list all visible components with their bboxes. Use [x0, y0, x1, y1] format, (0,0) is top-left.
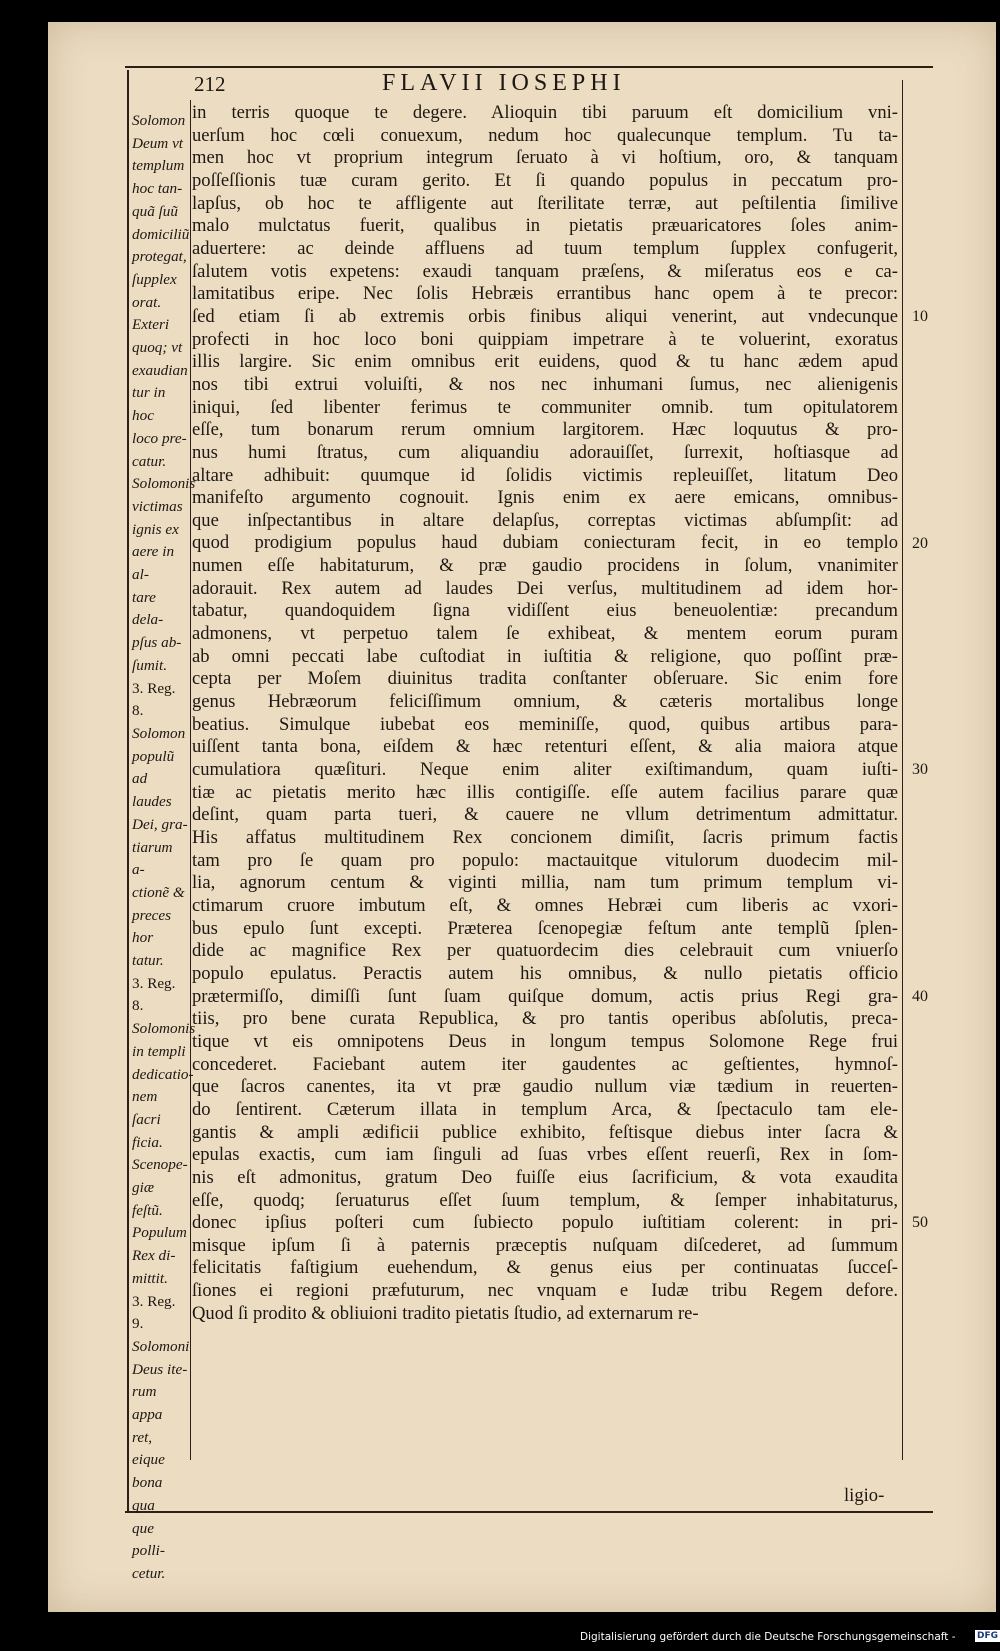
text-line: cumulatiora quæſituri. Neque enim aliter exiſtimandum, quam iuſti-	[192, 759, 898, 781]
margin-note-line: domiciliũ	[132, 225, 190, 243]
outer-margin-rule	[127, 70, 129, 1511]
text-line: altare adhibuit: quumque id ſolidis victimis repleuiſſet, litatum Deo	[192, 464, 898, 486]
margin-note-line: bona qua	[132, 1474, 163, 1514]
text-line: do ſentirent. Cæterum illata in templum Arca, & ſpectaculo tam ele-	[192, 1098, 898, 1120]
text-line: beatius. Simulque iubebat eos meminiſſe, quod, quibus artibus para-	[192, 713, 898, 735]
margin-note-line: Deus ite-	[132, 1360, 188, 1378]
margin-note-line: Exteri	[132, 316, 170, 334]
margin-note-line: victimas	[132, 497, 183, 515]
margin-note-line: Solomon	[132, 724, 186, 742]
margin-note-line: mittit.	[132, 1269, 168, 1287]
text-line: lia, agnorum centum & viginti millia, nam tum primum templum vi-	[192, 872, 898, 894]
text-line: que inſpectantibus in altare delapſus, correptas victimas abſumpſit: ad	[192, 509, 898, 531]
text-line: adorauit. Rex autem ad laudes Dei verſus, multitudinem ad idem hor-	[192, 577, 898, 599]
footer-rule	[125, 1511, 933, 1513]
margin-note-line: ſupplex	[132, 270, 177, 288]
line-number: 40	[912, 987, 928, 1005]
text-line: cepta per Moſem diuinitus tradita conſtanter obſeruare. Sic enim fore	[192, 668, 898, 690]
margin-reference: 3. Reg. 9.	[132, 1292, 176, 1333]
margin-note-line: Solomoni	[132, 1337, 190, 1355]
text-line: genus Hebræorum feliciſſimum omnium, & cæteris mortalibus longe	[192, 691, 898, 713]
margin-note	[132, 723, 188, 973]
text-line: prætermiſſo, dimiſſi ſunt ſuam quiſque domum, actis prius Regi gra-	[192, 985, 898, 1007]
margin-note	[132, 1222, 188, 1290]
text-line: poſſeſſionis tuæ curam gerito. Et ſi quando populus in peccatum pro-	[192, 169, 898, 191]
text-line: aduertere: ac deinde affluens ad tuum templum ſupplex confugerit,	[192, 237, 898, 259]
line-number: 30	[912, 761, 928, 779]
text-line: uerſum hoc cœli conuexum, nedum hoc qualecunque templum. Tu ta-	[192, 124, 898, 146]
text-line: in terris quoque te degere. Alioquin tibi paruum eſt domicilium vni-	[192, 102, 898, 123]
margin-note-line: nem ſacri	[132, 1088, 161, 1128]
margin-note-line: dedicatio-	[132, 1065, 194, 1083]
margin-note-line: ret, eique	[132, 1428, 165, 1469]
text-line: ſiones ei regioni præfuturum, nec vnquam e Iudæ tribu Regem defore.	[192, 1280, 898, 1302]
margin-note-line: orat.	[132, 293, 162, 311]
margin-note-line: tur in hoc	[132, 384, 166, 425]
margin-note-line: templum	[132, 157, 185, 175]
page-number: 212	[194, 72, 226, 96]
text-line: tique vt eis omnipotens Deus in longum tempus Solomone Rege frui	[192, 1030, 898, 1052]
margin-note-line: ignis ex	[132, 520, 179, 538]
text-line: donec ipſius poſteri cum ſubiecto populo iuſtitiam colerent: in pri-	[192, 1212, 898, 1234]
text-line: malo mulctatus fuerit, qualibus in pietatis præuaricatores ſoles anim-	[192, 215, 898, 237]
margin-note-line: giæ feſtũ.	[132, 1179, 163, 1219]
text-line: ſalutem votis expetens: exaudi tanquam præſens, & miſeratus eos e ca-	[192, 260, 898, 282]
text-line: tam pro ſe quam pro populo: mactauitque vitulorum duodecim mil-	[192, 849, 898, 871]
margin-note-line: exaudian	[132, 361, 188, 379]
margin-note-line: Dei, gra-	[132, 815, 188, 833]
margin-note	[132, 1336, 188, 1586]
margin-note-line: Deum vt	[132, 134, 184, 152]
text-line: profecti in hoc loco boni quippiam impetrare à te voluerint, exoratus	[192, 328, 898, 350]
margin-note-line: Populum	[132, 1224, 187, 1242]
margin-note-line: ctionẽ &	[132, 883, 185, 901]
margin-note-line: Solomonis	[132, 1020, 196, 1038]
margin-note-line: Rex di-	[132, 1247, 176, 1265]
margin-note-line: ficia.	[132, 1133, 163, 1151]
text-line: felicitatis faſtigium euehendum, & genus eius per continuatas ſucceſ-	[192, 1257, 898, 1279]
margin-reference: 3. Reg. 8.	[132, 679, 176, 720]
margin-note-line: quoq; vt	[132, 339, 183, 357]
text-line: dide ac magnifice Rex per quatuordecim dies celebrauit cum vniuerſo	[192, 940, 898, 962]
digitization-credit: Digitalisierung gefördert durch die Deutsche Forschungsgemeinschaft -	[580, 1631, 956, 1643]
catchword: ligio-	[844, 1485, 885, 1506]
margin-note-line: laudes	[132, 793, 172, 811]
text-line: tabatur, quandoquidem ſigna vidiſſent eius beneuolentiæ: precandum	[192, 600, 898, 622]
margin-note-line: loco pre-	[132, 429, 187, 447]
text-line: Quod ſi prodito & obliuioni tradito pietatis ſtudio, ad externarum re-	[192, 1302, 699, 1324]
text-line: deſint, quam parta tueri, & cauere ne vllum detrimentum admittatur.	[192, 804, 898, 826]
margin-note-line: tatur.	[132, 952, 164, 970]
margin-note-line: que polli-	[132, 1519, 165, 1560]
text-line: ctimarum cruore imbutum eſt, & omnes Hebræi cum liberis ac vxori-	[192, 894, 898, 916]
margin-note-line: hoc tan-	[132, 180, 183, 198]
margin-note-line: cetur.	[132, 1565, 166, 1582]
margin-note-line: aere in al-	[132, 543, 175, 584]
margin-note	[132, 473, 196, 677]
margin-note-line: tare dela-	[132, 588, 164, 629]
text-line: que ſacros canentes, ita vt præ gaudio nullum viæ tædium in reuerten-	[192, 1076, 898, 1098]
margin-reference: 3. Reg. 8.	[132, 974, 176, 1015]
margin-note-line: pſus ab-	[132, 634, 182, 652]
text-block-rule	[902, 80, 903, 1460]
text-line: bus epulo ſunt excepti. Præterea ſcenopegiæ feſtum ante templũ ſplen-	[192, 917, 898, 939]
margin-note-line: quã ſuũ	[132, 202, 178, 220]
text-line: lapſus, ob hoc te affligente aut ſterilitate terræ, aut peſtilentia ſimilive	[192, 192, 898, 214]
text-line: uiſſent tanta bona, eiſdem & hæc retenturi eſſent, & alia maiora atque	[192, 736, 898, 758]
text-line: gantis & ampli ædificii publice exhibito, feſtisque diebus inter ſacra &	[192, 1121, 898, 1143]
running-head: FLAVII IOSEPHI	[382, 70, 626, 96]
margin-note-line: Solomonis	[132, 475, 196, 493]
margin-note	[132, 1018, 196, 1154]
margin-note	[132, 1154, 188, 1222]
margin-note-line: catur.	[132, 452, 167, 470]
text-line: eſſe, quodq; ſeruaturus eſſet ſuum templum, & ſemper inhabitaturus,	[192, 1189, 898, 1211]
margin-notes	[132, 110, 196, 1586]
text-line: iniqui, ſed libenter ferimus te communiter omnib. tum opitulatorem	[192, 396, 898, 418]
text-line: concederet. Faciebant autem iter gaudentes ac geſtientes, hymnoſ-	[192, 1053, 898, 1075]
note-column-rule	[190, 100, 191, 1460]
header-rule	[125, 66, 933, 68]
margin-note-line: populũ ad	[132, 747, 175, 788]
text-line: His affatus multitudinem Rex concionem dimiſit, ſacris primum factis	[192, 827, 898, 848]
text-line: men hoc vt proprium integrum ſeruato à vi hoſtium, oro, & tanquam	[192, 147, 898, 169]
text-line: ab omni peccati labe cuſtodiat in iuſtitia & religione, quo poſſint præ-	[192, 645, 898, 667]
text-line: nus humi ſtratus, cum aliquandiu adorauiſſet, ſurrexit, hoſtiasque ad	[192, 441, 898, 463]
dfg-logo: DFG	[977, 1631, 999, 1641]
line-number: 10	[912, 307, 928, 325]
text-line: eſſe, tum bonarum rerum omnium largitorem. Hæc loquutus & pro-	[192, 419, 898, 441]
text-line: illis largire. Sic enim omnibus erit euidens, quod & tu hanc ædem apud	[192, 351, 898, 373]
text-line: quod prodigium populus haud dubiam coniecturam fecit, in eo templo	[192, 532, 898, 554]
margin-note-line: preces hor	[132, 906, 172, 947]
body-text	[192, 102, 898, 1325]
text-line: numen eſſe habitaturum, & præ gaudio procidens in ſolum, vnanimiter	[192, 555, 898, 577]
margin-note-line: Solomon	[132, 112, 186, 129]
margin-note-line: ſumit.	[132, 656, 168, 674]
text-line: epulas exactis, cum iam ſinguli ad ſuas vrbes eſſent reuerſi, Rex in ſom-	[192, 1144, 898, 1166]
text-line: nis eſt admonitus, gratum Deo fuiſſe eius ſacrificium, & vota exaudita	[192, 1166, 898, 1188]
text-line: lamitatibus eripe. Nec ſolis Hebræis errantibus hanc opem à te precor:	[192, 283, 898, 305]
text-line: ſed etiam ſi ab extremis orbis finibus aliqui venerint, aut vndecunque	[192, 305, 898, 327]
line-number: 20	[912, 534, 928, 552]
text-line: populo epulatus. Peractis autem his omnibus, & nullo pietatis officio	[192, 962, 898, 984]
text-line: admonens, vt perpetuo talem ſe exhibeat, & mentem eorum puram	[192, 623, 898, 645]
text-line: nos tibi extrui voluiſti, & nos nec inhumani ſumus, nec alienigenis	[192, 373, 898, 395]
text-line: tiæ ac pietatis merito hæc illis contigiſſe. eſſe autem facilius parare quæ	[192, 781, 898, 803]
line-number: 50	[912, 1214, 928, 1232]
margin-note-line: Scenope-	[132, 1156, 188, 1174]
margin-note-line: rum appa	[132, 1383, 163, 1424]
margin-note-line: tiarum a-	[132, 838, 173, 879]
text-line: misque ipſum ſi à paternis præceptis nuſquam diſcederet, ad ſummum	[192, 1234, 898, 1256]
margin-note-line: protegat,	[132, 248, 187, 266]
margin-note	[132, 314, 188, 473]
text-line: manifeſto argumento cognouit. Ignis enim ex aere emicans, omnibus-	[192, 487, 898, 509]
margin-note-line: in templi	[132, 1042, 186, 1060]
margin-note	[132, 110, 188, 314]
text-line: tiis, pro bene curata Republica, & pro tantis operibus abſolutis, preca-	[192, 1008, 898, 1030]
